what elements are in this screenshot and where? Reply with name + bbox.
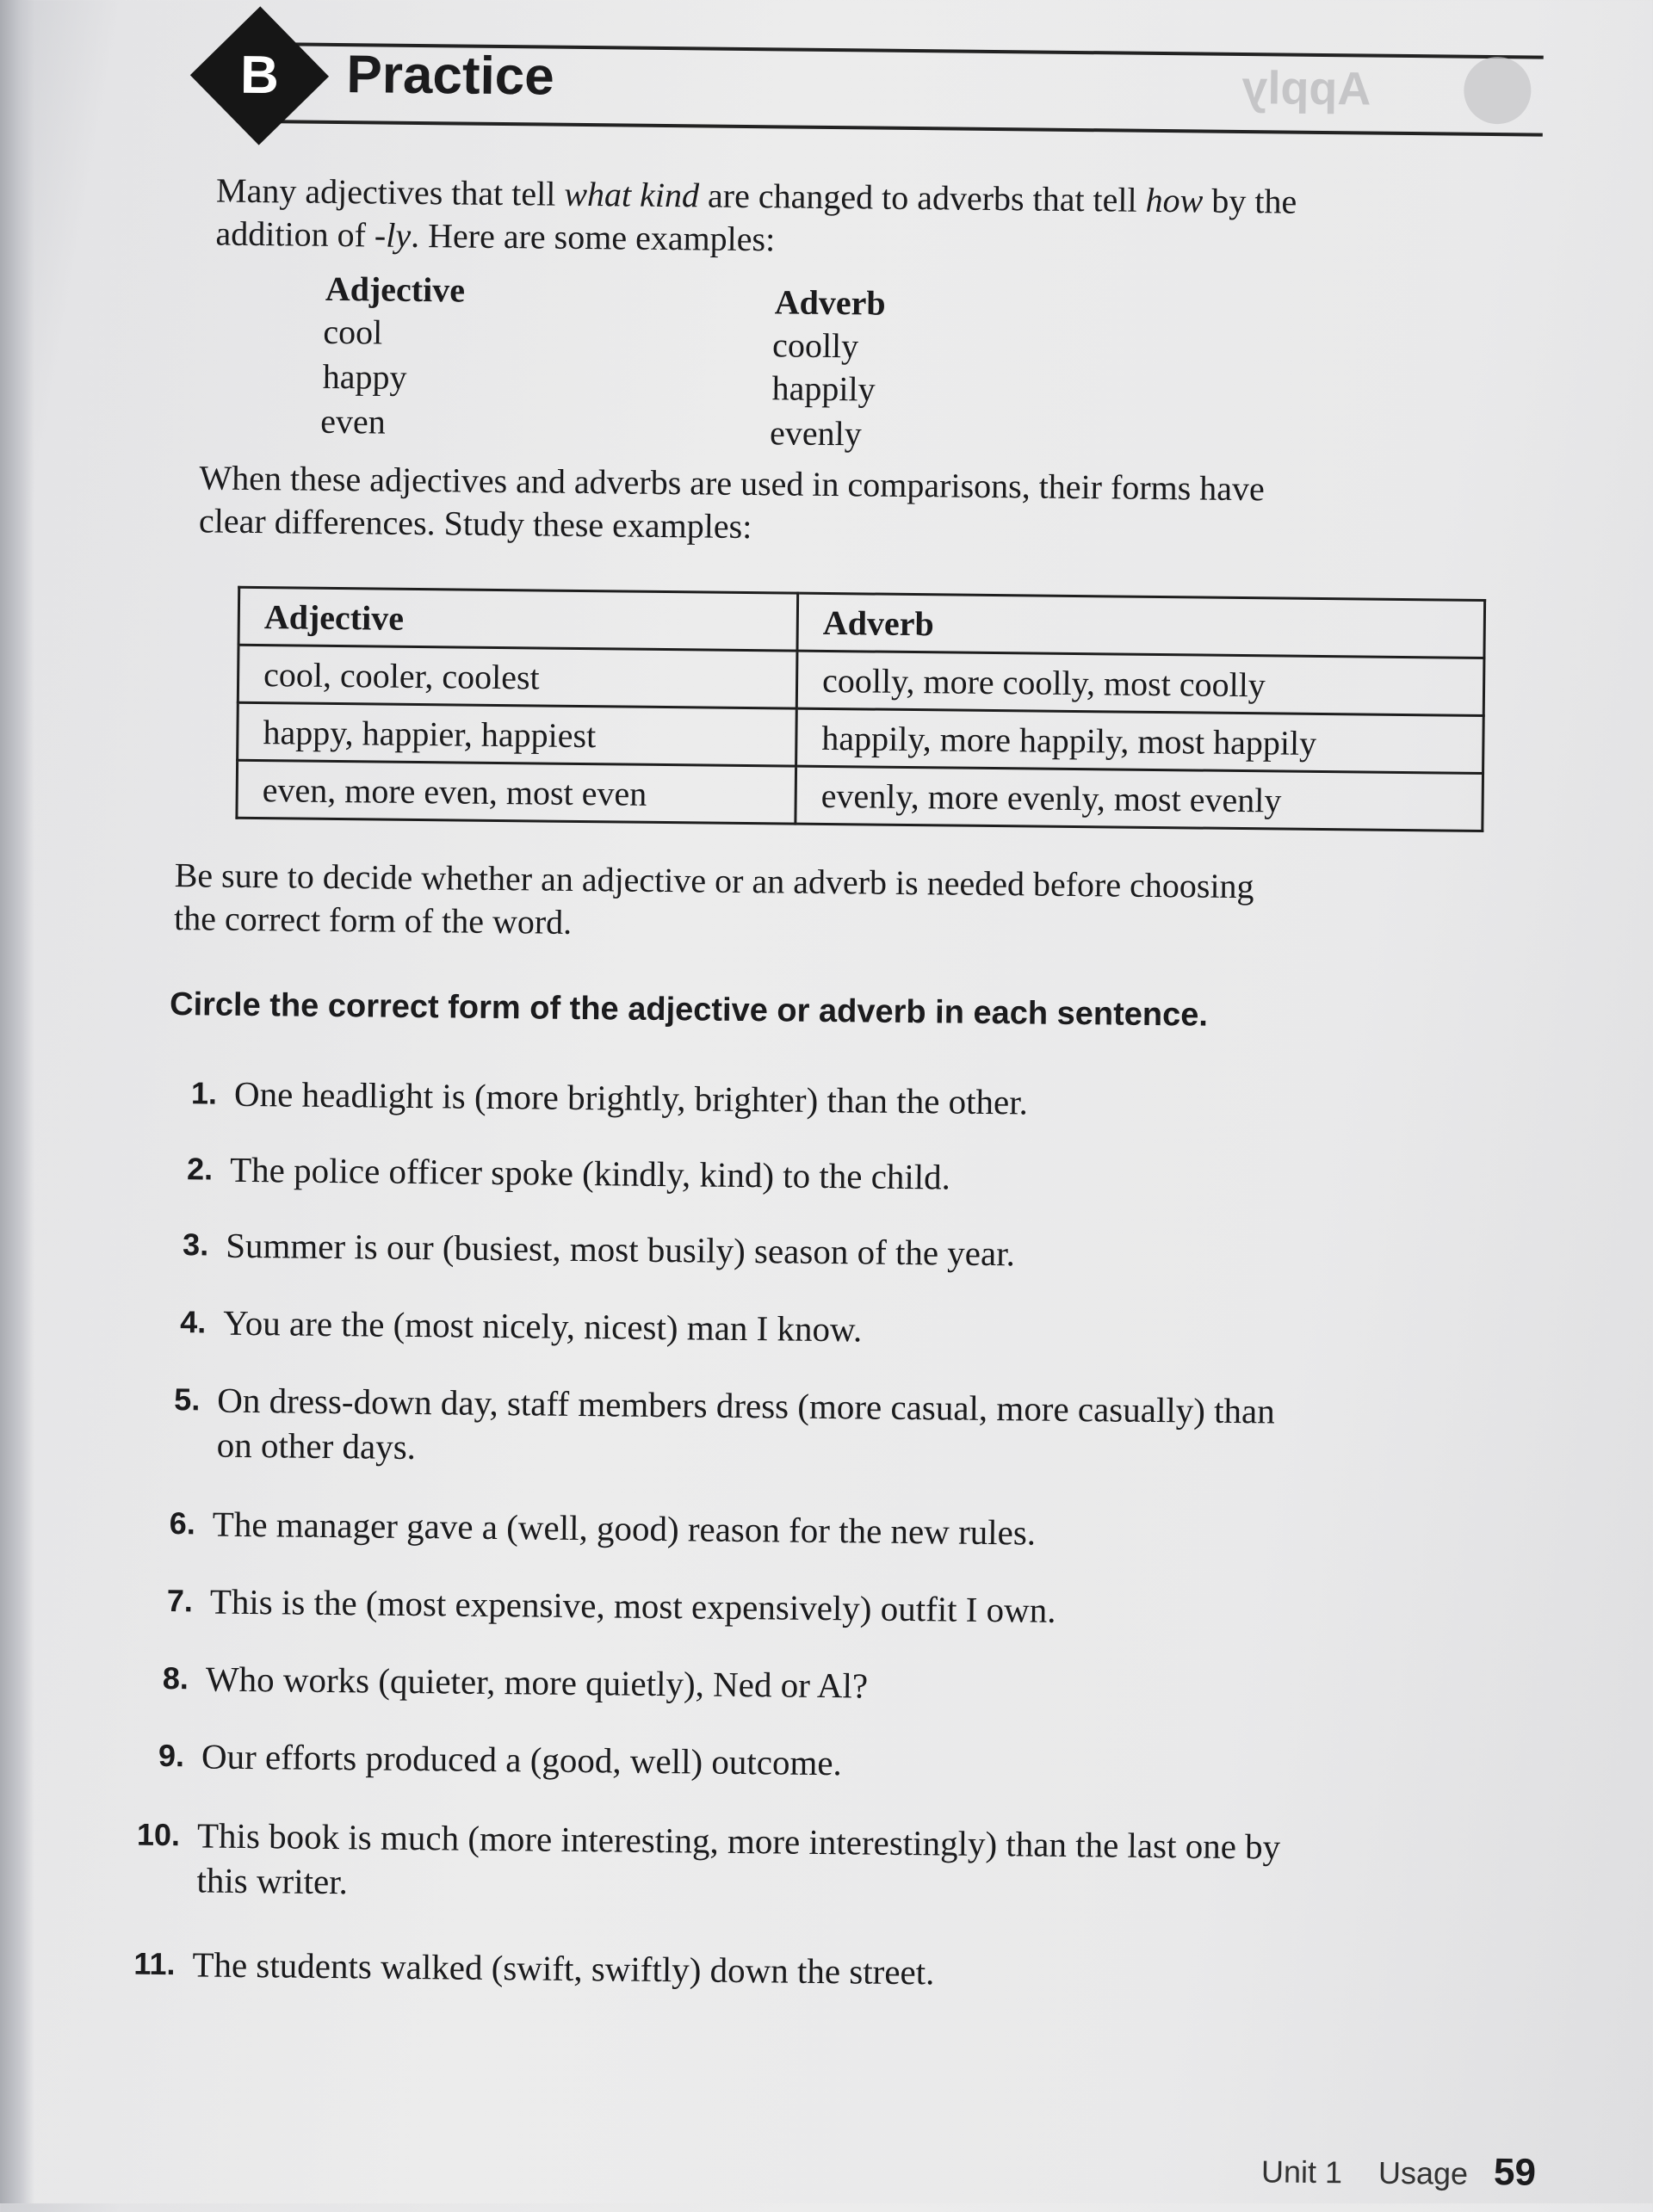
exercise-sentence-line: this writer. <box>196 1860 349 1902</box>
example-adjective-item: cool <box>323 312 383 352</box>
note-line-2: the correct form of the word. <box>173 899 573 942</box>
comparison-line-2: clear differences. Study these examples: <box>198 501 752 547</box>
note-line-1: Be sure to decide whether an adjective or an adverb is needed before choosing <box>174 856 1254 906</box>
exercise-sentence: Who works (quieter, more quietly), Ned or Al? <box>205 1659 869 1706</box>
table-cell-adjective: cool, cooler, coolest <box>238 645 797 708</box>
table-header-cell: Adjective <box>238 587 798 651</box>
example-adverb-heading: Adverb <box>774 282 886 323</box>
exercise-number: 1. <box>190 1075 218 1111</box>
exercise-sentence: The manager gave a (well, good) reason for the new rules. <box>212 1504 1037 1553</box>
table-row <box>237 760 1483 831</box>
bleed-through-apply: Apply <box>1241 61 1371 115</box>
example-adverb-item: happily <box>771 368 876 409</box>
exercise-number: 7. <box>166 1583 194 1619</box>
exercise-sentence-line: On dress-down day, staff members dress (more casual, more casually) than <box>217 1380 1275 1431</box>
exercise-item <box>158 1733 843 1785</box>
exercise-number: 10. <box>136 1816 181 1853</box>
exercise-number: 9. <box>158 1737 185 1774</box>
footer-unit: Unit 1 <box>1260 2153 1343 2190</box>
intro-paragraph <box>215 170 1525 269</box>
exercise-number: 8. <box>162 1659 189 1696</box>
table-header-cell: Adverb <box>797 593 1485 658</box>
exercise-item <box>182 1223 1016 1276</box>
exercise-item <box>169 1502 1037 1555</box>
exercise-sentence-line: This book is much (more interesting, more interestingly) than the last one by <box>196 1815 1281 1867</box>
intro-line-2: addition of -ly. Here are some examples: <box>215 213 776 259</box>
comparison-paragraph <box>199 456 1526 556</box>
exercise-item <box>166 1579 1056 1633</box>
table-cell-adverb: happily, more happily, most happily <box>796 708 1484 773</box>
intro-line-1: Many adjectives that tell what kind are changed to adverbs that tell how by the <box>215 170 1297 221</box>
comparison-line-1: When these adjectives and adverbs are used in comparisons, their forms have <box>199 458 1266 509</box>
exercise-number: 11. <box>133 1945 176 1982</box>
bleed-through-circle <box>1464 57 1532 125</box>
example-adverb-item: evenly <box>769 413 862 454</box>
table-cell-adverb: coolly, more coolly, most coolly <box>796 651 1484 715</box>
exercise-number: 3. <box>182 1226 209 1263</box>
exercise-sentence: You are the (most nicely, nicest) man I know. <box>223 1302 863 1350</box>
header-bottom-rule <box>269 120 1543 136</box>
example-adverb-item: coolly <box>771 325 859 366</box>
exercise-item <box>133 1942 935 1994</box>
exercise-sentence-line: on other days. <box>216 1424 417 1467</box>
exercise-item <box>190 1072 1029 1125</box>
example-adjective-heading: Adjective <box>325 269 466 310</box>
exercise-sentence: One headlight is (more brightly, brighter) than the other. <box>233 1073 1029 1122</box>
footer-page-number: 59 <box>1493 2151 1537 2194</box>
exercise-item <box>180 1301 863 1352</box>
exercise-item <box>174 1378 1276 1479</box>
example-adjective-item: even <box>320 401 386 442</box>
exercise-sentence: Our efforts produced a (good, well) outcome. <box>201 1736 843 1783</box>
exercise-number: 4. <box>180 1304 207 1340</box>
exercise-sentence: The police officer spoke (kindly, kind) to the child. <box>229 1149 951 1197</box>
table-cell-adjective: even, more even, most even <box>237 760 796 824</box>
note-paragraph <box>174 854 1518 954</box>
exercise-number: 6. <box>169 1505 196 1542</box>
exercise-sentence: Summer is our (busiest, most busily) season of the year. <box>225 1225 1016 1274</box>
example-adjective-item: happy <box>322 356 407 397</box>
exercise-number: 5. <box>174 1381 201 1418</box>
exercise-item <box>162 1656 869 1708</box>
table-cell-adjective: happy, happier, happiest <box>238 702 797 766</box>
exercise-item <box>136 1813 1281 1913</box>
exercise-item <box>186 1147 951 1200</box>
exercise-sentence: The students walked (swift, swiftly) down the street. <box>192 1944 935 1993</box>
exercise-sentence: This is the (most expensive, most expensively) outfit I own. <box>209 1581 1056 1630</box>
exercise-number: 2. <box>186 1151 214 1187</box>
comparison-forms-table <box>235 586 1486 832</box>
exercise-instructions: Circle the correct form of the adjective or adverb in each sentence. <box>169 986 1209 1034</box>
footer-section: Usage <box>1378 2154 1469 2191</box>
section-badge-letter: B <box>239 45 280 106</box>
section-title: Practice <box>346 45 555 107</box>
table-cell-adverb: evenly, more evenly, most evenly <box>796 766 1483 831</box>
